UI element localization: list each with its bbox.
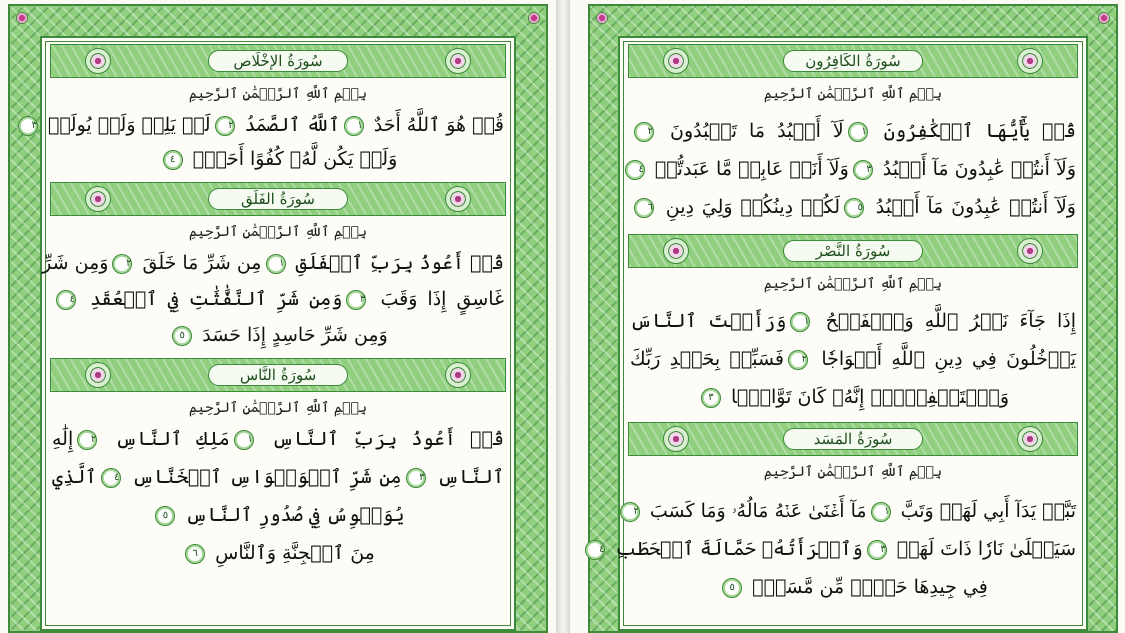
ayah-text: فَسَبِّحۡ بِحَمۡدِ رَبِّكَ [630,348,785,370]
ayah-number-marker: ٥ [155,506,175,526]
ayah-text: وَلَآ أَنتُمۡ عَٰبِدُونَ مَآ أَعۡبُدُ [868,196,1076,218]
ayah-text: مَلِكِ ٱلنَّاسِ [101,428,230,450]
ayah-number-marker: ٢ [634,122,654,142]
ayah-text: وَرَأَيۡتَ ٱلنَّاسَ [630,310,787,332]
rosette-ornament-icon [1017,48,1043,74]
ayah-text: يُوَسۡوِسُ فِي صُدُورِ ٱلنَّاسِ [179,504,405,526]
ayah-line [599,532,1076,566]
ayah-line [630,342,1076,376]
ayah-text: وَلَآ أَنتُمۡ عَٰبِدُونَ مَآ أَعۡبُدُ [876,158,1076,180]
ayah-number-marker: ٤ [101,468,121,488]
left-page [0,0,556,633]
surah-title: سُورَةُ النَّاس [208,364,348,386]
ayah-number-marker: ٢ [77,430,97,450]
ayah-number-marker: ٥ [722,578,742,598]
surah-title: سُورَةُ النَّصْر [783,240,923,262]
ayah-line [52,318,504,352]
ayah-text: وَمِن شَرِّ [42,252,109,274]
ayah-number-marker: ٢ [215,116,235,136]
ayah-line [630,304,1076,338]
ayah-number-marker: ١ [344,116,364,136]
ayah-text: وَمِن شَرِّ ٱلنَّفَّٰثَٰتِ فِي ٱلۡعُقَدِ [80,288,343,310]
ayah-text: وَٱسۡتَغۡفِرۡهُۚ إِنَّهُۥ كَانَ تَوَّابَۢا [724,386,1010,408]
ayah-number-marker: ٣ [406,468,426,488]
right-page-text-area [599,36,1088,631]
ayah-text: مِن شَرِّ ٱلۡوَسۡوَاسِ ٱلۡخَنَّاسِ [124,466,402,488]
ayah-line [42,246,504,280]
surah-header-falaq [50,182,506,216]
rosette-ornament-icon [85,186,111,212]
rosette-ornament-icon [445,186,471,212]
corner-ornament-icon [528,12,540,24]
ayah-text: سَيَصۡلَىٰ نَارٗا ذَاتَ لَهَبٖ [890,538,1076,560]
ayah-line [630,114,1076,148]
ayah-line [31,108,504,142]
ayah-line [52,142,504,176]
ayah-line [52,282,504,316]
ayah-text: قُلۡ أَعُوذُ بِرَبِّ ٱلنَّاسِ [257,428,504,450]
rosette-ornament-icon [85,48,111,74]
ayah-line [52,460,504,494]
ayah-text: قُلۡ هُوَ ٱللَّهُ أَحَدٌ [367,114,504,136]
ayah-number-marker: ١ [871,502,891,522]
rosette-ornament-icon [1017,238,1043,264]
ayah-number-marker: ٢ [620,502,640,522]
ayah-number-marker: ٤ [163,150,183,170]
ayah-number-marker: ٢ [112,254,132,274]
surah-title: سُورَةُ المَسَد [783,428,923,450]
ayah-number-marker: ٦ [185,544,205,564]
ayah-number-marker: ١ [266,254,286,274]
ayah-text: وَلَآ أَنَا۠ عَابِدٞ مَّا عَبَدتُّمۡ [648,158,849,180]
ayah-number-marker: ٣ [18,116,38,136]
ayah-text: وَمِن شَرِّ حَاسِدٍ إِذَا حَسَدَ [196,324,388,346]
book-gutter [556,0,570,633]
surah-title: سُورَةُ الإخْلَاص [208,50,348,72]
ayah-text: لَآ أَعۡبُدُ مَا تَعۡبُدُونَ [658,120,844,142]
ayah-text: لَمۡ يَلِدۡ وَلَمۡ يُولَدۡ [41,114,211,136]
rosette-ornament-icon [85,362,111,388]
ayah-number-marker: ١ [234,430,254,450]
ayah-number-marker: ٤ [56,290,76,310]
ayah-text: ٱللَّهُ ٱلصَّمَدُ [238,114,340,136]
surah-title: سُورَةُ الكَافِرُون [783,50,923,72]
basmala: بِسۡمِ ٱللَّهِ ٱلرَّحۡمَٰنِ ٱلرَّحِيمِ [763,464,943,480]
ayah-number-marker: ١ [848,122,868,142]
ayah-text: لَكُمۡ دِينُكُمۡ وَلِيَ دِينِ [658,196,841,218]
ayah-number-marker: ٣ [867,540,887,560]
ayah-text: غَاسِقٍ إِذَا وَقَبَ [370,288,505,310]
ayah-number-marker: ٤ [585,540,605,560]
basmala: بِسۡمِ ٱللَّهِ ٱلرَّحۡمَٰنِ ٱلرَّحِيمِ [763,276,943,292]
ayah-line [630,190,1076,224]
ayah-text: ٱلَّذِي [52,466,97,488]
ayah-text: إِذَا جَآءَ نَصۡرُ ٱللَّهِ وَٱلۡفَتۡحُ [814,310,1076,332]
ayah-text: مَآ أَغۡنَىٰ عَنۡهُ مَالُهُۥ وَمَا كَسَبَ [643,500,867,522]
rosette-ornament-icon [445,48,471,74]
rosette-ornament-icon [1017,426,1043,452]
ayah-text: فِي جِيدِهَا حَبۡلٞ مِّن مَّسَدِۭ [746,576,988,598]
basmala: بِسۡمِ ٱللَّهِ ٱلرَّحۡمَٰنِ ٱلرَّحِيمِ [188,224,368,240]
surah-header-nasr [628,234,1078,268]
ayah-text: ٱلنَّاسِ [429,466,504,488]
ayah-line [52,536,504,570]
ayah-text: وَٱمۡرَأَتُهُۥ حَمَّالَةَ ٱلۡحَطَبِ [609,538,863,560]
left-page-border [8,4,548,633]
ayah-number-marker: ٥ [844,198,864,218]
ayah-number-marker: ٢ [788,350,808,370]
rosette-ornament-icon [445,362,471,388]
ayah-text: قُلۡ يَٰٓأَيُّهَا ٱلۡكَٰفِرُونَ [871,120,1076,142]
ayah-number-marker: ٤ [625,160,645,180]
ayah-line [630,380,1076,414]
surah-header-masad [628,422,1078,456]
ayah-number-marker: ٣ [701,388,721,408]
basmala: بِسۡمِ ٱللَّهِ ٱلرَّحۡمَٰنِ ٱلرَّحِيمِ [763,86,943,102]
surah-title: سُورَةُ الفَلَق [208,188,348,210]
corner-ornament-icon [1098,12,1110,24]
ayah-line [52,422,504,456]
ayah-text: تَبَّتۡ يَدَآ أَبِي لَهَبٖ وَتَبَّ [894,500,1076,522]
right-page [570,0,1125,633]
ayah-number-marker: ٥ [172,326,192,346]
ayah-line [630,570,1076,604]
basmala: بِسۡمِ ٱللَّهِ ٱلرَّحۡمَٰنِ ٱلرَّحِيمِ [188,86,368,102]
rosette-ornament-icon [663,48,689,74]
ayah-text: قُلۡ أَعُوذُ بِرَبِّ ٱلۡفَلَقِ [289,252,504,274]
basmala: بِسۡمِ ٱللَّهِ ٱلرَّحۡمَٰنِ ٱلرَّحِيمِ [188,400,368,416]
surah-header-nas [50,358,506,392]
ayah-number-marker: ١ [790,312,810,332]
rosette-ornament-icon [663,238,689,264]
surah-header-kafirun [628,44,1078,78]
left-page-text-area [31,36,516,631]
ayah-line [630,494,1076,528]
ayah-text: إِلَٰهِ [52,428,74,450]
right-page-border [588,4,1118,633]
ayah-text: مِنَ ٱلۡجِنَّةِ وَٱلنَّاسِ [209,542,375,564]
corner-ornament-icon [16,12,28,24]
ayah-number-marker: ٦ [634,198,654,218]
ayah-line [630,152,1076,186]
surah-header-ikhlas [50,44,506,78]
ayah-number-marker: ٣ [346,290,366,310]
ayah-number-marker: ٣ [853,160,873,180]
corner-ornament-icon [596,12,608,24]
ayah-text: وَلَمۡ يَكُن لَّهُۥ كُفُوًا أَحَدُۢ [186,148,398,170]
rosette-ornament-icon [663,426,689,452]
ayah-line [52,498,504,532]
ayah-text: مِن شَرِّ مَا خَلَقَ [136,252,262,274]
ayah-text: يَدۡخُلُونَ فِي دِينِ ٱللَّهِ أَفۡوَاجٗا [812,348,1076,370]
